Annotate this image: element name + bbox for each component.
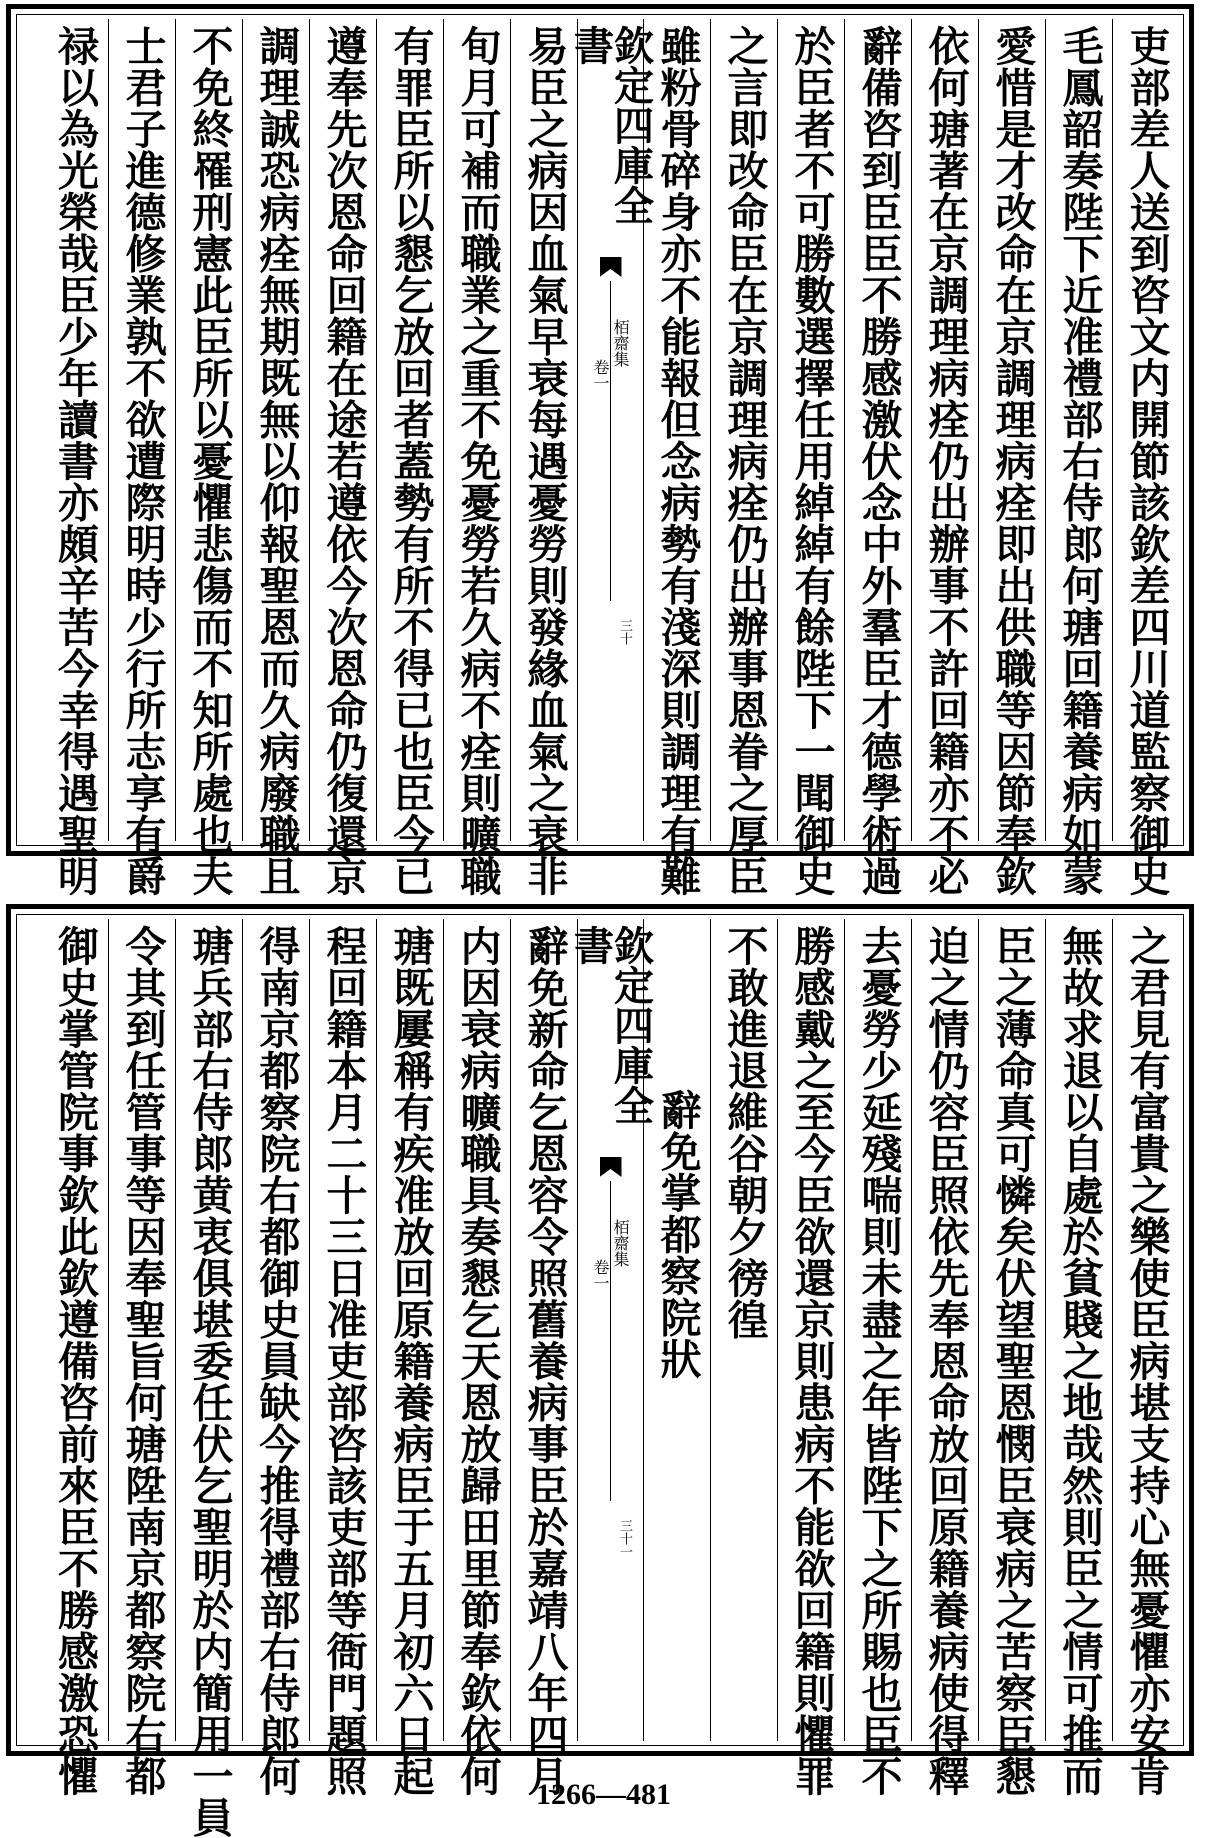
text-column (978, 919, 1045, 1797)
column-text: 調理誠恐病痊無期既無以仰報聖恩而久病廢職且 (252, 25, 301, 897)
gutter-juan: 卷一 (591, 359, 610, 391)
text-column (242, 19, 309, 897)
gutter-book-title: 栢齋集 (611, 1219, 630, 1267)
text-column (309, 19, 376, 897)
text-column (1112, 919, 1179, 1797)
text-column (376, 919, 443, 1797)
column-text: 愛惜是才改命在京調理病痊即出供職等因節奉欽 (988, 25, 1037, 897)
column-text: 迫之情仍容臣照依先奉恩命放回原籍養病使得釋 (921, 925, 970, 1797)
column-text: 勝感戴之至今臣欲還京則患病不能欲回籍則懼罪 (787, 925, 836, 1797)
column-text: 吏部差人送到咨文内開節該欽差四川道監察御史 (1122, 25, 1171, 897)
text-column (911, 19, 978, 897)
text-column (443, 19, 510, 897)
text-column (309, 919, 376, 1797)
text-column (978, 19, 1045, 897)
text-column (510, 19, 577, 897)
text-column (1112, 19, 1179, 897)
fishtail-mark (600, 1157, 622, 1177)
column-text: 雖粉骨碎身亦不能報但念病勢有淺深則調理有難 (653, 25, 702, 897)
page-panel-top (6, 4, 1194, 897)
text-column (911, 919, 978, 1797)
column-text: 於臣者不可勝數選擇任用綽綽有餘陛下一聞御史 (787, 25, 836, 897)
column-text: 禄以為光榮哉臣少年讀書亦頗辛苦今幸得遇聖明 (51, 25, 99, 897)
column-text: 辭備咨到臣臣不勝感激伏念中外羣臣才德學術過 (854, 25, 903, 897)
text-columns-top (21, 19, 1179, 897)
text-column (844, 19, 911, 897)
section-title: 辭免掌都察院狀 (653, 1089, 702, 1380)
gutter-page-number: 三十 (617, 619, 632, 645)
text-column (443, 919, 510, 1797)
gutter-book-title: 栢齋集 (611, 319, 630, 367)
text-column (41, 919, 108, 1797)
text-column (41, 19, 108, 897)
center-gutter (567, 19, 655, 841)
column-text: 程回籍本月二十三日准吏部咨該吏部等衙門題照 (319, 925, 368, 1797)
column-text: 去憂勞少延殘喘則未盡之年皆陛下之所賜也臣不 (854, 925, 903, 1797)
column-text: 士君子進德修業孰不欲遭際明時少行所志享有爵 (118, 25, 167, 897)
column-text: 臣之薄命真可憐矣伏望聖恩憫臣衰病之苦察臣懇 (988, 925, 1037, 1797)
column-text: 之君見有富貴之樂使臣病堪支持心無憂懼亦安肯 (1122, 925, 1171, 1797)
text-column (777, 919, 844, 1797)
page-number-footer: 1266—481 (536, 1778, 671, 1811)
text-column (242, 919, 309, 1797)
column-text: 遵奉先次恩命回籍在途若遵依今次恩命仍復還京 (319, 25, 368, 897)
text-column (510, 919, 577, 1797)
gutter-title: 欽定四庫全書 (567, 925, 655, 1125)
text-column (777, 19, 844, 897)
column-text: 令其到任管事等因奉聖旨何瑭陞南京都察院右都 (118, 925, 167, 1797)
column-text: 内因衰病曠職具奏懇乞天恩放歸田里節奉欽依何 (453, 925, 502, 1797)
text-column (1045, 919, 1112, 1797)
column-text: 辭免新命乞恩容令照舊養病事臣於嘉靖八年四月 (520, 925, 569, 1797)
text-column (1045, 19, 1112, 897)
column-text: 不免終罹刑憲此臣所以憂懼悲傷而不知所處也夫 (185, 25, 234, 897)
text-column (376, 19, 443, 897)
column-text: 易臣之病因血氣早衰每遇憂勞則發緣血氣之衰非 (520, 25, 569, 897)
column-text: 無故求退以自處於貧賤之地哉然則臣之情可推而 (1055, 925, 1104, 1797)
gutter-page-number: 三十一 (617, 1519, 632, 1558)
column-text: 不敢進退維谷朝夕徬徨 (720, 925, 769, 1340)
text-column (175, 919, 242, 1838)
gutter-juan: 卷一 (591, 1259, 610, 1291)
gutter-title: 欽定四庫全書 (567, 25, 655, 225)
column-text: 毛鳳韶奏陛下近准禮部右侍郎何瑭回籍養病如蒙 (1055, 25, 1104, 897)
column-text: 有罪臣所以懇乞放回者蓋勢有所不得已也臣今已 (386, 25, 435, 897)
center-gutter (567, 919, 655, 1741)
column-text: 御史掌管院事欽此欽遵備咨前來臣不勝感激恐懼 (51, 925, 99, 1797)
text-column (710, 919, 777, 1741)
text-column (844, 919, 911, 1797)
column-text: 旬月可補而職業之重不免憂勞若久病不痊則曠職 (453, 25, 502, 897)
column-text: 瑭既屢稱有疾准放回原籍養病臣于五月初六日起 (386, 925, 435, 1797)
text-column (175, 19, 242, 897)
text-column (108, 19, 175, 897)
column-text: 瑭兵部右侍郎黄衷俱堪委任伏乞聖明於内簡用一員 (185, 925, 234, 1838)
column-text: 之言即改命臣在京調理病痊仍出辦事恩眷之厚臣 (720, 25, 769, 897)
text-column (710, 19, 777, 897)
fishtail-mark (600, 257, 622, 277)
text-column (108, 919, 175, 1797)
column-text: 依何瑭著在京調理病痊仍出辦事不許回籍亦不必 (921, 25, 970, 897)
column-text: 得南京都察院右都御史員缺今推得禮部右侍郎何 (252, 925, 301, 1797)
